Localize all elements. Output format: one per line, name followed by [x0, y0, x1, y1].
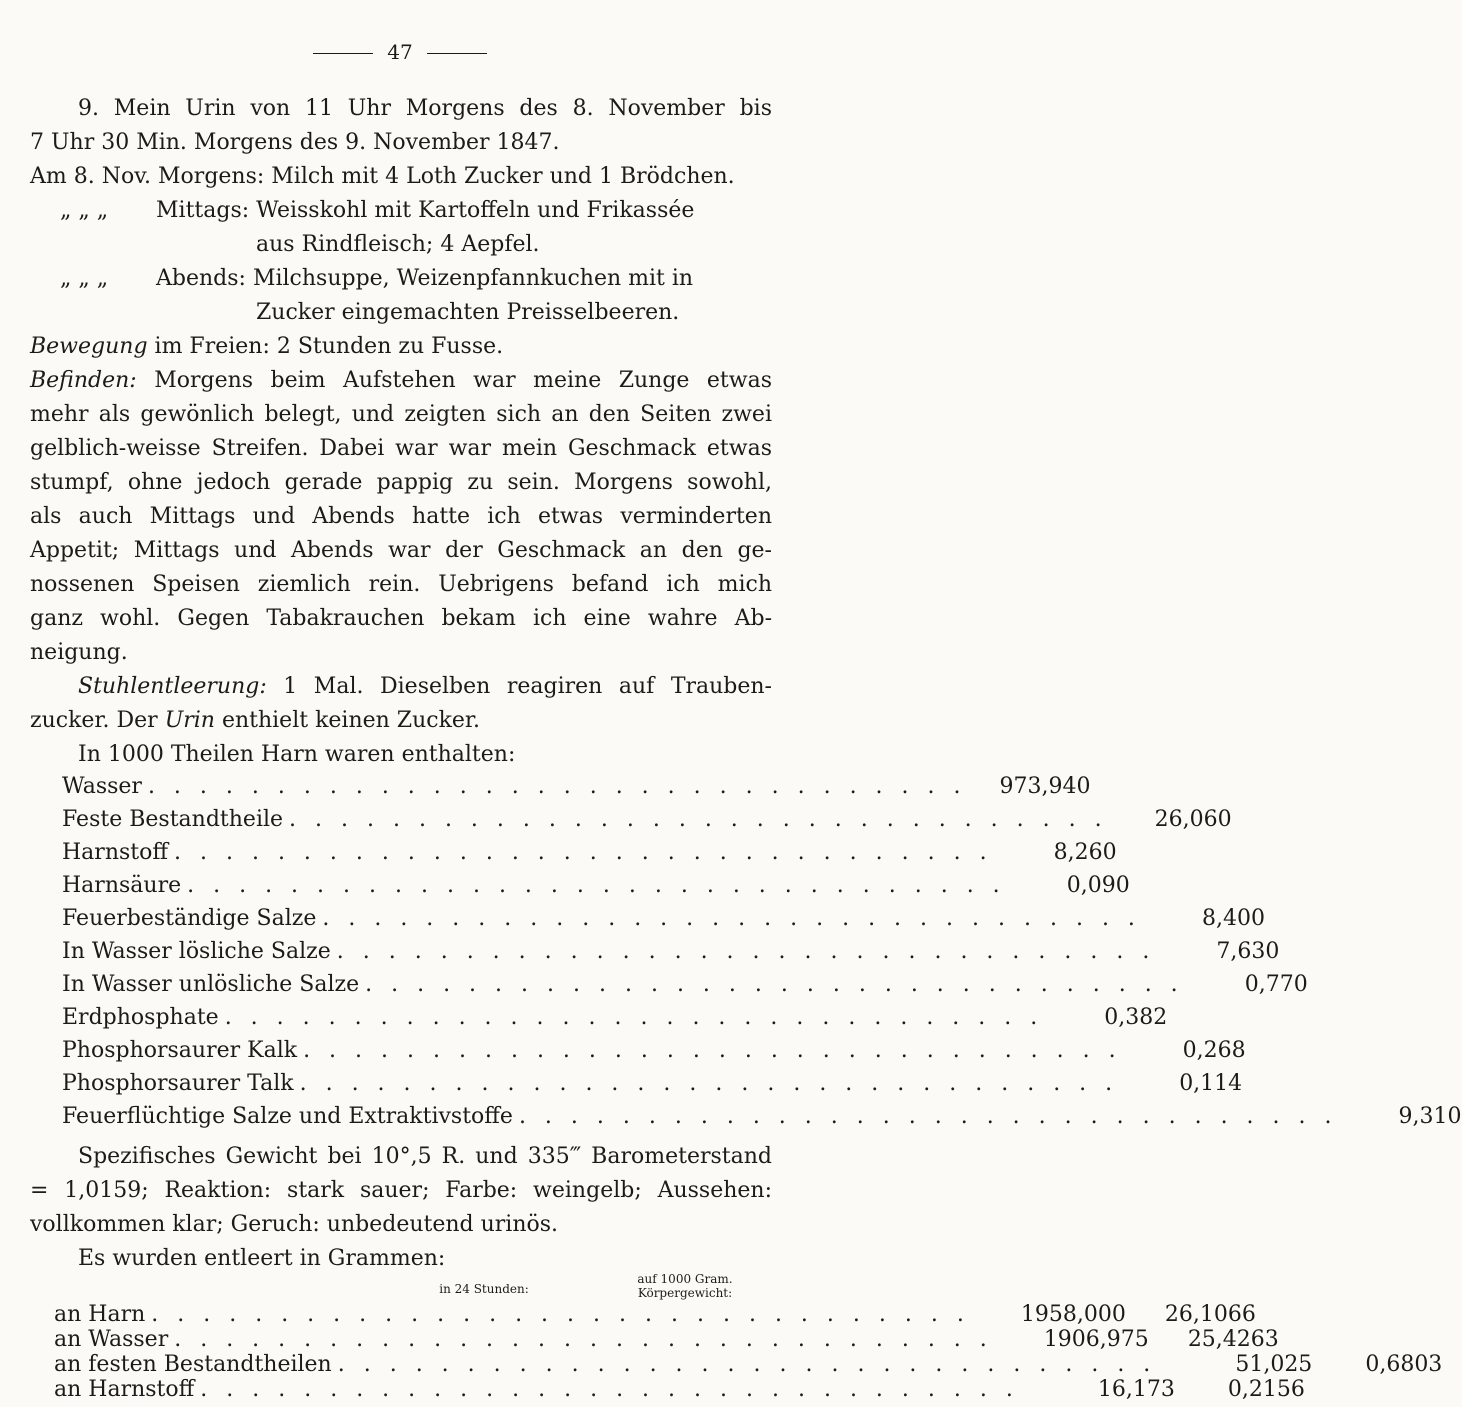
- row-label: an Harn: [54, 1302, 146, 1327]
- row-value-24h: 51,025: [1235, 1352, 1313, 1377]
- row-value: 0,382: [1104, 1005, 1168, 1030]
- table-row: [62, 873, 1130, 906]
- page-number-text: 47: [387, 40, 413, 64]
- urin-line: [30, 704, 772, 738]
- heading-continued: 7 Uhr 30 Min. Morgens des 9. November 1847.: [30, 130, 560, 155]
- table-row: [62, 1005, 1168, 1038]
- left-rule: [313, 53, 373, 54]
- row-value: 0,268: [1182, 1038, 1246, 1063]
- column-header-line: auf 1000 Gram.: [637, 1272, 733, 1286]
- row-label: In Wasser lösliche Salze: [62, 939, 331, 964]
- befinden-line: [30, 364, 772, 398]
- column-header-body-weight: [600, 1272, 770, 1300]
- row-value-24h: 16,173: [1097, 1377, 1175, 1402]
- row-value-24h: 1906,975: [1043, 1327, 1149, 1352]
- leader-dots: . . . . . . . . . . . . . . . . . . . . . . . . . . . . . . . .: [147, 774, 967, 799]
- spec-line: vollkommen klar; Geruch: unbedeutend urinös.: [30, 1212, 559, 1237]
- row-label: Feste Bestandtheile: [62, 807, 284, 832]
- stuhl-text: 1 Mal. Dieselben reagiren auf Trauben-: [266, 674, 772, 699]
- befinden-label: Befinden:: [30, 368, 137, 393]
- leader-dots: . . . . . . . . . . . . . . . . . . . . . . . . . . . . . . . .: [200, 1377, 1019, 1402]
- row-value: 9,310: [1398, 1104, 1462, 1129]
- row-value: 26,060: [1154, 807, 1232, 832]
- table-row: [62, 1104, 1462, 1137]
- row-label: In Wasser unlösliche Salze: [62, 972, 360, 997]
- row-label: Feuerflüchtige Salze und Extraktivstoffe: [62, 1104, 513, 1129]
- spec-line: Spezifisches Gewicht bei 10°,5 R. und 335‴ Barometerstand: [78, 1144, 772, 1169]
- meal-morning: Am 8. Nov. Morgens: Milch mit 4 Loth Zucker und 1 Brödchen.: [30, 164, 735, 189]
- ditto-marks: „ „ „: [60, 266, 109, 291]
- table-row: [54, 1352, 1443, 1377]
- row-label: Wasser: [62, 774, 142, 799]
- row-label: Harnstoff: [62, 840, 168, 865]
- table-row: [54, 1327, 1279, 1352]
- column-header-24h-text: in 24 Stunden:: [439, 1282, 529, 1296]
- heading-line: 9. Mein Urin von 11 Uhr Morgens des 8. November bis: [78, 96, 772, 121]
- bewegung-text: im Freien: 2 Stunden zu Fusse.: [147, 334, 504, 359]
- column-header-24h: [424, 1282, 544, 1296]
- body-text: [30, 92, 772, 772]
- leader-dots: . . . . . . . . . . . . . . . . . . . . . . . . . . . . . . . .: [299, 1071, 1119, 1096]
- table-row: [54, 1377, 1305, 1402]
- befinden-line: als auch Mittags und Abends hatte ich etwas verminderten: [30, 504, 772, 529]
- row-value-per-kg: 26,1066: [1164, 1302, 1256, 1327]
- row-label: an festen Bestandtheilen: [54, 1352, 332, 1377]
- page-number: [0, 40, 800, 64]
- urin-post: enthielt keinen Zucker.: [214, 708, 481, 733]
- table-row: [62, 840, 1117, 873]
- row-label: Phosphorsaurer Kalk: [62, 1038, 298, 1063]
- leader-dots: . . . . . . . . . . . . . . . . . . . . . . . . . . . . . . . .: [174, 1327, 993, 1352]
- specific-gravity-note: [30, 1140, 772, 1276]
- leader-dots: . . . . . . . . . . . . . . . . . . . . . . . . . . . . . . . .: [322, 906, 1141, 931]
- right-rule: [427, 53, 487, 54]
- befinden-line: stumpf, ohne jedoch gerade pappig zu sein. Morgens sowohl,: [30, 470, 772, 495]
- leader-dots: . . . . . . . . . . . . . . . . . . . . . . . . . . . . . . . .: [289, 807, 1108, 832]
- row-value: 7,630: [1216, 939, 1280, 964]
- composition-table: [62, 774, 1462, 1137]
- row-value: 0,090: [1066, 873, 1130, 898]
- leader-dots: . . . . . . . . . . . . . . . . . . . . . . . . . . . . . . . .: [518, 1104, 1338, 1129]
- excretion-table: [54, 1302, 1443, 1402]
- leader-dots: . . . . . . . . . . . . . . . . . . . . . . . . . . . . . . . .: [151, 1302, 970, 1327]
- stuhl-label: Stuhlentleerung:: [78, 674, 267, 699]
- bewegung-label: Bewegung: [30, 334, 148, 359]
- table-row: [62, 906, 1265, 939]
- spec-line: = 1,0159; Reaktion: stark sauer; Farbe: weingelb; Aussehen:: [30, 1178, 772, 1203]
- meal-evening-cont: Zucker eingemachten Preisselbeeren.: [256, 300, 680, 325]
- row-label: Phosphorsaurer Talk: [62, 1071, 294, 1096]
- befinden-line: gelblich-weisse Streifen. Dabei war war mein Geschmack etwas: [30, 436, 772, 461]
- row-value: 8,400: [1201, 906, 1265, 931]
- table-row: [62, 972, 1308, 1005]
- leader-dots: . . . . . . . . . . . . . . . . . . . . . . . . . . . . . . . .: [174, 840, 993, 865]
- befinden-line: ganz wohl. Gegen Tabakrauchen bekam ich eine wahre Ab-: [30, 606, 772, 631]
- ditto-marks: „ „ „: [60, 198, 109, 223]
- befinden-line: Appetit; Mittags und Abends war der Geschmack an den ge-: [30, 538, 772, 563]
- befinden-text: Morgens beim Aufstehen war meine Zunge etwas: [136, 368, 772, 393]
- bewegung-line: [30, 330, 772, 364]
- befinden-line: mehr als gewönlich belegt, und zeigten sich an den Seiten zwei: [30, 402, 772, 427]
- row-value: 0,770: [1244, 972, 1308, 997]
- table-row: [62, 1071, 1243, 1104]
- befinden-line: neigung.: [30, 640, 128, 665]
- row-value: 8,260: [1053, 840, 1117, 865]
- befinden-line: nossenen Speisen ziemlich rein. Uebrigens befand ich mich: [30, 572, 772, 597]
- leader-dots: . . . . . . . . . . . . . . . . . . . . . . . . . . . . . . . .: [187, 873, 1006, 898]
- grammen-intro: Es wurden entleert in Grammen:: [78, 1246, 446, 1271]
- meal-evening: [30, 262, 772, 296]
- urin-label: Urin: [164, 708, 215, 733]
- meal-midday-cont: aus Rindfleisch; 4 Aepfel.: [256, 232, 540, 257]
- row-label: Erdphosphate: [62, 1005, 219, 1030]
- row-label: Feuerbeständige Salze: [62, 906, 317, 931]
- leader-dots: . . . . . . . . . . . . . . . . . . . . . . . . . . . . . . . .: [365, 972, 1184, 997]
- table-row: [62, 939, 1280, 972]
- row-label: an Wasser: [54, 1327, 169, 1352]
- meal-midday: [30, 194, 772, 228]
- row-value-per-kg: 25,4263: [1187, 1327, 1279, 1352]
- table-row: [54, 1302, 1256, 1327]
- leader-dots: . . . . . . . . . . . . . . . . . . . . . . . . . . . . . . . .: [224, 1005, 1044, 1030]
- table-row: [62, 807, 1232, 840]
- meal-evening-text: Abends: Milchsuppe, Weizenpfannkuchen mit in: [156, 266, 694, 291]
- column-header-line: Körpergewicht:: [637, 1286, 733, 1300]
- meal-midday-text: Mittags: Weisskohl mit Kartoffeln und Frikassée: [156, 198, 695, 223]
- table-row: [62, 774, 1091, 807]
- table-row: [62, 1038, 1246, 1071]
- row-label: Harnsäure: [62, 873, 182, 898]
- row-value-per-kg: 0,2156: [1227, 1377, 1305, 1402]
- leader-dots: . . . . . . . . . . . . . . . . . . . . . . . . . . . . . . . .: [336, 939, 1156, 964]
- row-value-24h: 1958,000: [1020, 1302, 1126, 1327]
- urin-pre: zucker. Der: [30, 708, 165, 733]
- stuhl-line: [30, 670, 772, 704]
- leader-dots: . . . . . . . . . . . . . . . . . . . . . . . . . . . . . . . .: [303, 1038, 1122, 1063]
- leader-dots: . . . . . . . . . . . . . . . . . . . . . . . . . . . . . . . .: [337, 1352, 1157, 1377]
- composition-intro: In 1000 Theilen Harn waren enthalten:: [78, 742, 516, 767]
- row-label: an Harnstoff: [54, 1377, 195, 1402]
- row-value: 973,940: [999, 774, 1091, 799]
- row-value: 0,114: [1179, 1071, 1243, 1096]
- row-value-per-kg: 0,6803: [1365, 1352, 1443, 1377]
